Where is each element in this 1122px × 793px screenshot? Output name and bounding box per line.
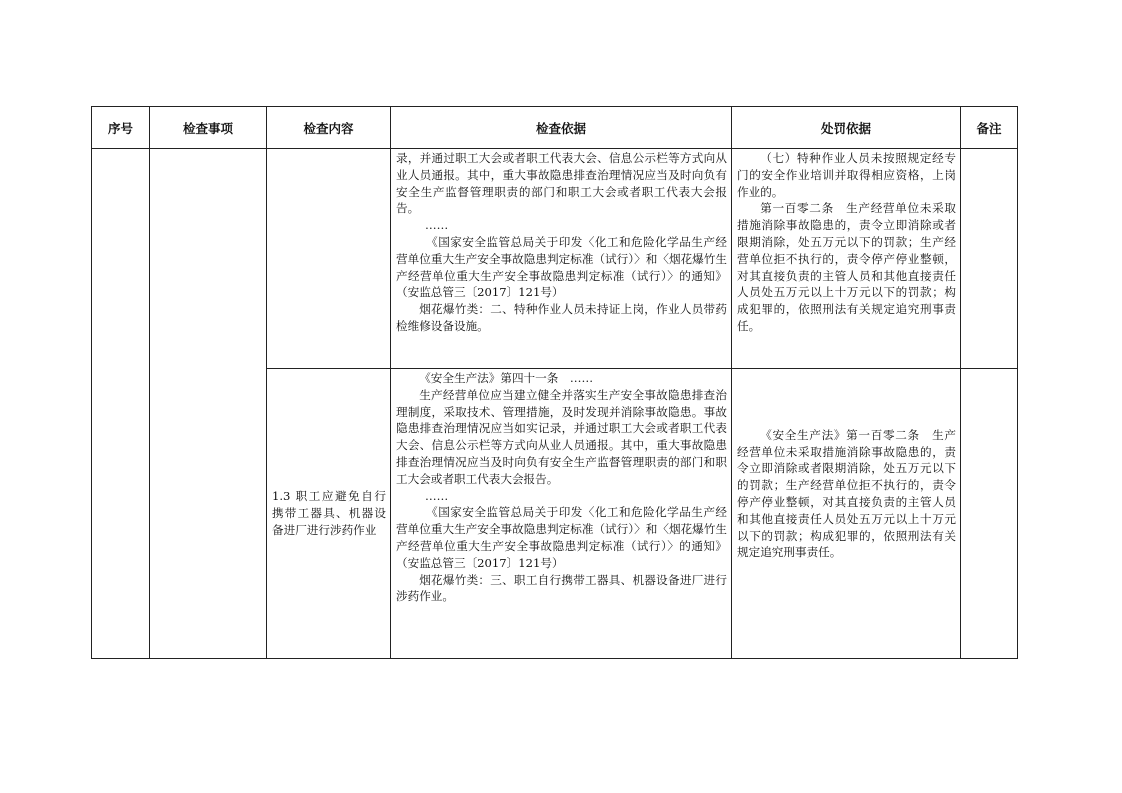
table-row	[92, 149, 1018, 369]
penalty-paragraph: 第一百零二条 生产经营单位未采取措施消除事故隐患的，责令立即消除或者限期消除，处五万元以下的罚款；生产经营单位拒不执行的，责令停产停业整顿，对其直接负责的主管人员和其他直接责任人员处五万元以上十万元以下的罚款；构成犯罪的，依照刑法有关规定追究刑事责任。	[737, 201, 956, 333]
penalty-paragraph: 《安全生产法》第一百零二条 生产经营单位未采取措施消除事故隐患的，责令立即消除或者限期消除，处五万元以下的罚款；生产经营单位拒不执行的，责令停产停业整顿，对其直接负责的主管人员和其他直接责任人员处五万元以上十万元以下的罚款；构成犯罪的，依照刑法有关规定追究刑事责任。	[737, 427, 956, 560]
penalty-paragraph: （七）特种作业人员未按照规定经专门的安全作业培训并取得相应资格，上岗作业的。	[737, 151, 956, 199]
basis-paragraph: 《国家安全监管总局关于印发〈化工和危险化学品生产经营单位重大生产安全事故隐患判定标准（试行）〉和〈烟花爆竹生产经营单位重大生产安全事故隐患判定标准（试行）〉的通知》（安监总管三〔2017〕121号）	[396, 505, 727, 570]
basis-ellipsis: ……	[425, 218, 449, 233]
basis-paragraph: 《国家安全监管总局关于印发〈化工和危险化学品生产经营单位重大生产安全事故隐患判定标准（试行）〉和〈烟花爆竹生产经营单位重大生产安全事故隐患判定标准（试行）〉的通知》（安监总管三〔2017〕121号）	[396, 234, 727, 300]
content-cell	[267, 369, 391, 659]
remark-cell	[961, 369, 1018, 659]
header-content: 检查内容	[267, 107, 391, 149]
remark-cell	[961, 149, 1018, 369]
header-penalty: 处罚依据	[732, 107, 961, 149]
header-row	[92, 107, 1018, 149]
header-item: 检查事项	[150, 107, 267, 149]
penalty-cell	[732, 149, 961, 369]
basis-paragraph: 录，并通过职工大会或者职工代表大会、信息公示栏等方式向从业人员通报。其中，重大事故隐患排查治理情况应当及时向负有安全生产监督管理职责的部门和职工大会或者职工代表大会报告。	[396, 151, 727, 216]
basis-ellipsis: ……	[425, 488, 449, 503]
inspection-table	[91, 106, 1018, 659]
basis-paragraph: 烟花爆竹类：二、特种作业人员未持证上岗，作业人员带药检维修设备设施。	[396, 302, 727, 333]
header-basis: 检查依据	[391, 107, 732, 149]
basis-paragraph: 生产经营单位应当建立健全并落实生产安全事故隐患排查治理制度，采取技术、管理措施，及时发现并消除事故隐患。事故隐患排查治理情况应当如实记录，并通过职工大会或者职工代表大会、信息公示栏等方式向从业人员通报。其中，重大事故隐患排查治理情况应当及时向负有安全生产监督管理职责的部门和职工大会或者职工代表大会报告。	[396, 387, 727, 486]
content-cell	[267, 149, 391, 369]
header-remark: 备注	[961, 107, 1018, 149]
penalty-cell	[732, 369, 961, 659]
basis-paragraph: 《安全生产法》第四十一条 ……	[419, 371, 594, 385]
header-no: 序号	[92, 107, 150, 149]
inspection-content-text: 1.3 职工应避免自行携带工器具、机器设备进厂进行涉药作业	[272, 489, 386, 537]
basis-paragraph: 烟花爆竹类：三、职工自行携带工器具、机器设备进厂进行涉药作业。	[396, 572, 727, 604]
no-cell	[92, 149, 150, 659]
basis-cell	[391, 369, 732, 659]
item-cell	[150, 149, 267, 659]
basis-cell	[391, 149, 732, 369]
